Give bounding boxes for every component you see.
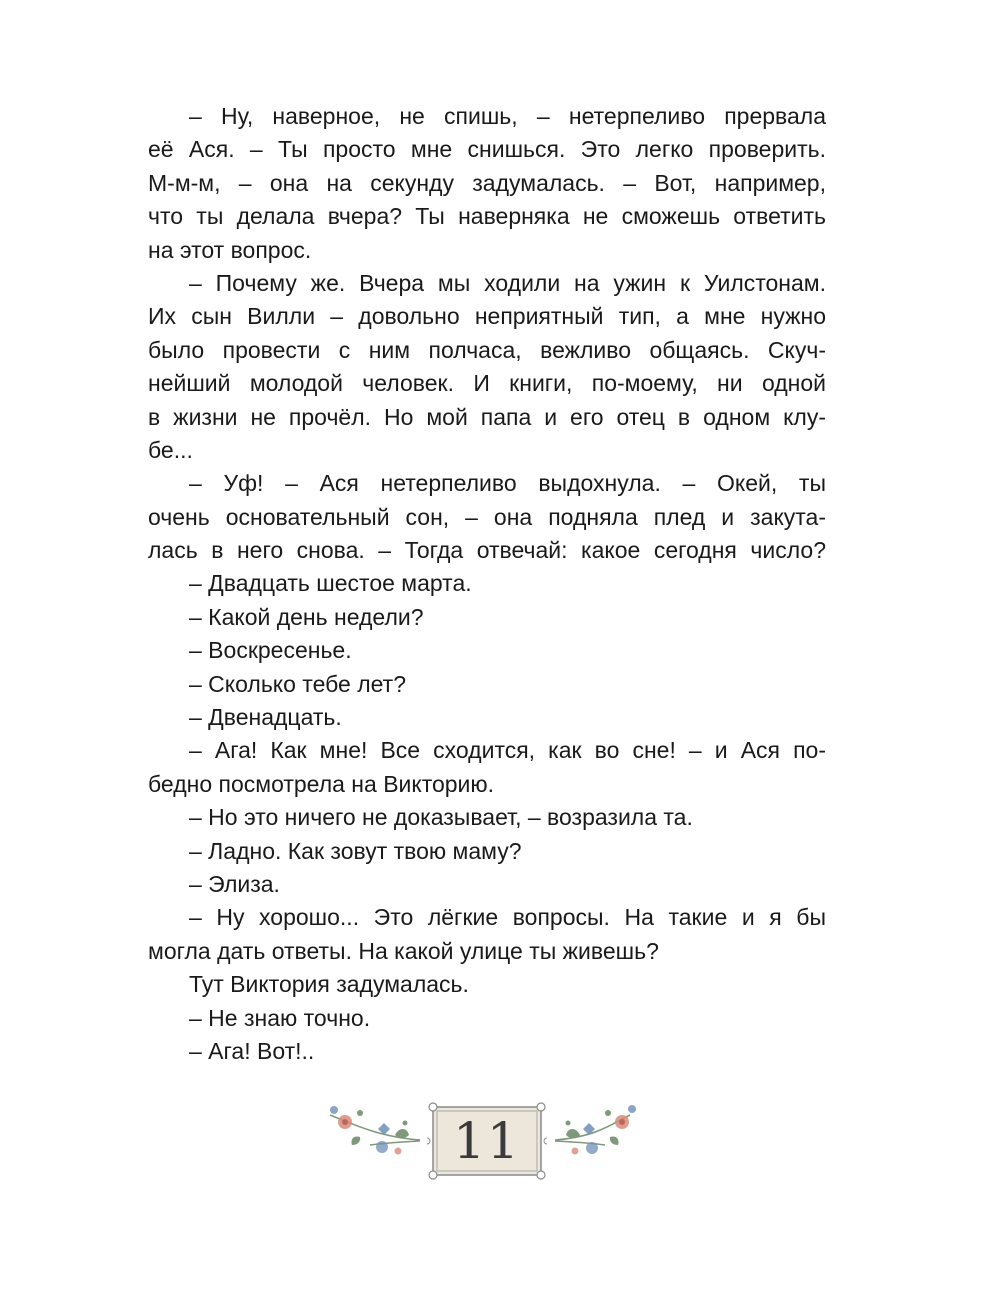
- text-line: лась в него снова. – Тогда отвечай: какое сегодня число?: [148, 537, 826, 564]
- text-line: очень основательный сон, – она подняла плед и закута-: [148, 503, 826, 530]
- text-line: – Двадцать шестое марта.: [189, 570, 472, 597]
- right-floral-branch-icon: [555, 1105, 636, 1155]
- text-line: – Двенадцать.: [189, 704, 342, 731]
- text-line: в жизни не прочёл. Но мой папа и его отец в одном клу-: [148, 403, 826, 430]
- text-line: – Ну, наверное, не спишь, – нетерпеливо прервала: [189, 103, 826, 129]
- text-line: что ты делала вчера? Ты наверняка не сможешь ответить: [148, 203, 826, 230]
- text-line: – Ладно. Как зовут твою маму?: [189, 837, 522, 864]
- text-line: – Элиза.: [189, 870, 280, 897]
- text-line: – Ага! Как мне! Все сходится, как во сне! – и Ася по-: [189, 737, 826, 764]
- left-floral-branch-icon: [330, 1106, 420, 1155]
- text-line: – Уф! – Ася нетерпеливо выдохнула. – Окей, ты: [189, 470, 826, 497]
- text-line: её Ася. – Ты просто мне снишься. Это легко проверить.: [148, 136, 826, 163]
- text-line: могла дать ответы. На какой улице ты живешь?: [148, 937, 659, 964]
- text-line: М-м-м, – она на секунду задумалась. – Вот, например,: [148, 169, 826, 196]
- text-line: – Ну хорошо... Это лёгкие вопросы. На такие и я бы: [189, 904, 826, 931]
- text-line: – Какой день недели?: [189, 603, 424, 630]
- page-number: 11: [453, 1112, 521, 1170]
- text-line: Их сын Вилли – довольно неприятный тип, а мне нужно: [148, 303, 826, 330]
- text-line: бе...: [148, 436, 193, 463]
- text-line: – Почему же. Вчера мы ходили на ужин к Уилстонам.: [189, 269, 826, 296]
- page-body-text: [148, 100, 826, 1068]
- text-line: – Воскресенье.: [189, 637, 352, 664]
- text-line: было провести с ним полчаса, вежливо общаясь. Скуч-: [148, 336, 826, 363]
- text-line: – Не знаю точно.: [189, 1004, 371, 1031]
- text-line: – Ага! Вот!..: [189, 1037, 315, 1064]
- text-line: – Но это ничего не доказывает, – возразила та.: [189, 804, 693, 831]
- text-line: бедно посмотрела на Викторию.: [148, 770, 495, 797]
- text-line: нейший молодой человек. И книги, по-моему, ни одной: [148, 370, 826, 397]
- text-line: – Сколько тебе лет?: [189, 670, 406, 697]
- text-line: Тут Виктория задумалась.: [189, 971, 469, 998]
- text-line: на этот вопрос.: [148, 236, 312, 263]
